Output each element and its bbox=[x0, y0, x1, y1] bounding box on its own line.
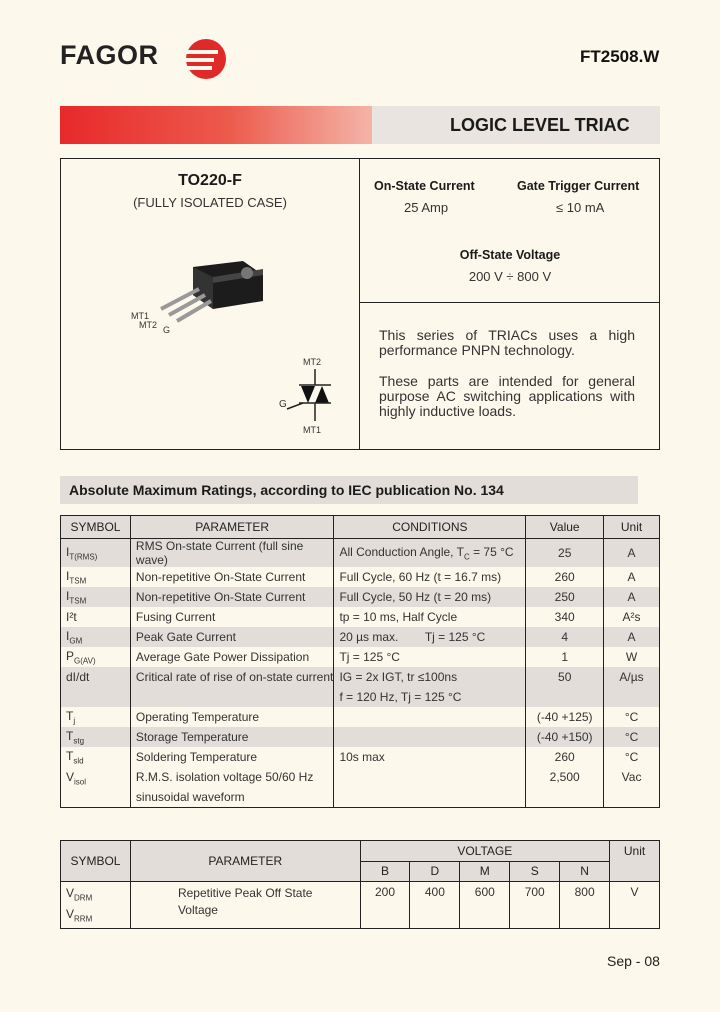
vt-header-parameter: PARAMETER bbox=[130, 841, 360, 882]
col-header-unit: Unit bbox=[604, 516, 660, 539]
table-row: $V_{isol}$ R.M.S. isolation voltage 50/60 Hz sinusoidal waveform 2,500 Vac bbox=[61, 767, 660, 808]
svg-text:G: G bbox=[279, 399, 287, 410]
to220f-package-icon bbox=[125, 255, 270, 335]
svg-text:MT2: MT2 bbox=[303, 357, 321, 367]
vt-header-symbol: SYMBOL bbox=[61, 841, 131, 882]
off-state-voltage-label: Off-State Voltage bbox=[459, 248, 561, 262]
table-row: $I_{T(RMS)}$ RMS On-state Current (full sine wave) All Conduction Angle, $T_C = 75$ °C 25 A bbox=[61, 539, 660, 568]
vt-class-m: M bbox=[460, 861, 510, 882]
svg-text:MT1: MT1 bbox=[303, 425, 321, 435]
col-header-conditions: CONDITIONS bbox=[334, 516, 526, 539]
table-row: $I_{TSM}$ Non-repetitive On-State Current Full Cycle, 60 Hz (t = 16.7 ms) 260 A bbox=[61, 567, 660, 587]
ratings-title: Absolute Maximum Ratings, according to IEC publication No. 134 bbox=[69, 482, 504, 498]
on-state-current-value: 25 Amp bbox=[404, 200, 449, 215]
gate-trigger-value: ≤ 10 mA bbox=[556, 200, 605, 215]
vt-class-n: N bbox=[560, 861, 610, 882]
table-row: I²t Fusing Current tp = 10 ms, Half Cycle 340 A²s bbox=[61, 607, 660, 627]
table-row: $P_{G(AV)}$ Average Gate Power Dissipation Tj = 125 °C 1 W bbox=[61, 647, 660, 667]
divider bbox=[359, 302, 660, 303]
vt-header-voltage: VOLTAGE bbox=[360, 841, 610, 862]
vt-class-b: B bbox=[360, 861, 410, 882]
package-case: (FULLY ISOLATED CASE) bbox=[133, 195, 287, 210]
fagor-logo-icon bbox=[176, 38, 236, 80]
package-name: TO220-F bbox=[178, 172, 242, 189]
pin-mt2-label: MT2 bbox=[139, 320, 157, 330]
col-header-parameter: PARAMETER bbox=[130, 516, 334, 539]
table-row: $I_{GM}$ Peak Gate Current 20 µs max. Tj = 125 °C 4 A bbox=[61, 627, 660, 647]
col-header-value: Value bbox=[526, 516, 604, 539]
vt-header-unit: Unit bbox=[610, 841, 660, 882]
footer-date: Sep - 08 bbox=[607, 953, 660, 969]
description-p1: This series of TRIACs uses a high performance PNPN technology. bbox=[379, 327, 635, 358]
table-row: $T_{sld}$ Soldering Temperature 10s max 260 °C bbox=[61, 747, 660, 767]
table-row: dI/dt Critical rate of rise of on-state current IG = 2x IGT, tr ≤100ns f = 120 Hz, Tj = 125 °C 50 A/µs bbox=[61, 667, 660, 707]
pin-mt1-label: MT1 bbox=[131, 311, 149, 321]
brand-logo-text: FAGOR bbox=[60, 40, 159, 70]
vt-class-d: D bbox=[410, 861, 460, 882]
voltage-table bbox=[60, 840, 660, 929]
description-p2: These parts are intended for general purpose AC switching applications with highly inductive loads. bbox=[379, 373, 635, 419]
table-row: $T_j$ Operating Temperature (-40 +125) °C bbox=[61, 707, 660, 727]
table-row: $T_{stg}$ Storage Temperature (-40 +150) °C bbox=[61, 727, 660, 747]
gate-trigger-label: Gate Trigger Current bbox=[517, 179, 640, 193]
col-header-symbol: SYMBOL bbox=[61, 516, 131, 539]
ratings-title-bar bbox=[60, 476, 638, 504]
part-number: FT2508.W bbox=[580, 47, 660, 66]
table-row: $I_{TSM}$ Non-repetitive On-State Current Full Cycle, 50 Hz (t = 20 ms) 250 A bbox=[61, 587, 660, 607]
vt-class-s: S bbox=[510, 861, 560, 882]
triac-symbol-icon bbox=[275, 355, 345, 440]
on-state-current-label: On-State Current bbox=[374, 179, 475, 193]
page-title: LOGIC LEVEL TRIAC bbox=[450, 115, 630, 135]
off-state-voltage-value: 200 V ÷ 800 V bbox=[468, 269, 552, 284]
table-row: $V_{DRM}$ $V_{RRM}$ Repetitive Peak Off State Voltage 200 400 600 700 800 V bbox=[61, 882, 660, 929]
ratings-table bbox=[60, 515, 660, 808]
pin-g-label: G bbox=[163, 325, 171, 335]
